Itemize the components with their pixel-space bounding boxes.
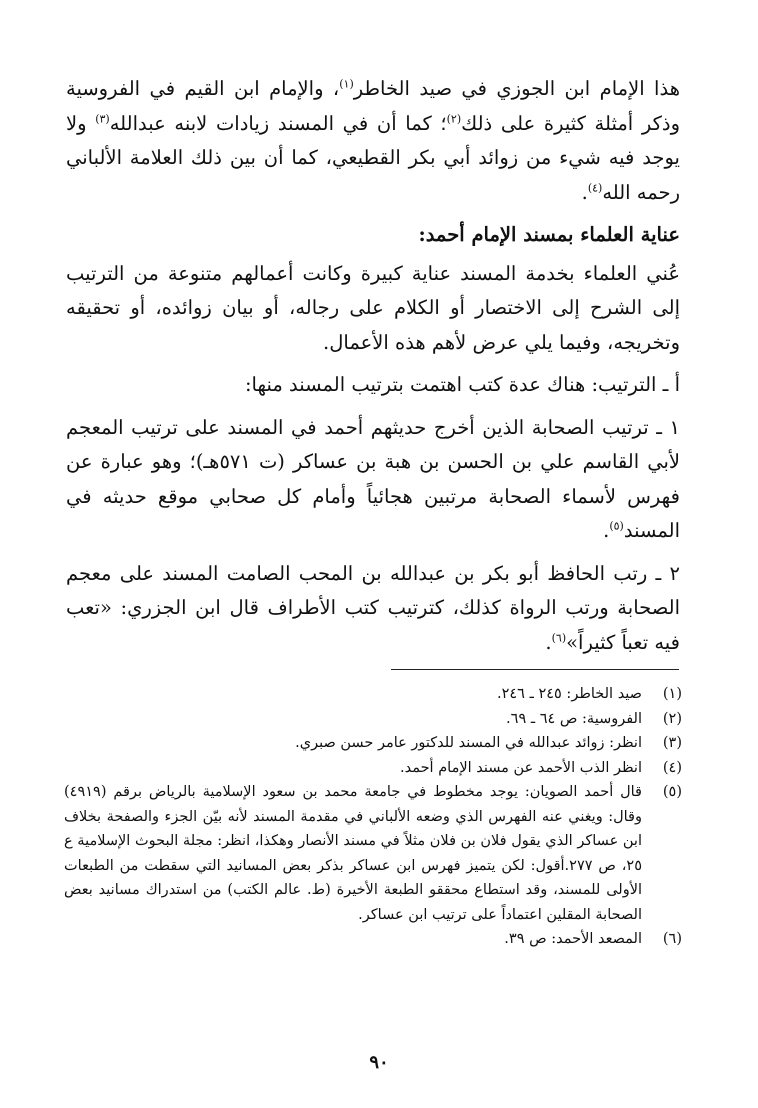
footnote-divider [391,669,679,670]
page-number: ٩٠ [369,1052,389,1073]
paragraph-intro [66,72,680,210]
footnote-ref: (١) [339,77,354,91]
footnote-ref: (٥) [609,519,624,533]
footnote-text: الفروسية: ص ٦٤ ـ ٦٩. [506,710,642,727]
footnote [64,756,682,781]
footnote-number: (٣) [662,735,682,751]
footnote-ref: (٣) [95,112,110,125]
text-run: . [603,519,610,542]
text-run: . [581,180,588,204]
footnote-text: صيد الخاطر: ٢٤٥ ـ ٢٤٦. [497,686,642,702]
footnote-ref: (٤) [587,181,603,194]
footnote [64,682,682,707]
footnote-ref: (٢) [446,112,462,125]
footnote-number: (٤) [662,759,682,776]
paragraph-arrangement: أ ـ الترتيب: هناك عدة كتب اهتمت بترتيب المسند منها: [244,373,680,396]
footnote [64,780,682,927]
footnotes [64,682,682,952]
main-text [66,72,680,660]
paragraph-item-1 [66,411,680,549]
footnote [64,731,682,756]
section-heading: عناية العلماء بمسند الإمام أحمد: [418,223,680,246]
text-run: ١ ـ ترتيب الصحابة الذين أخرج حديثهم أحمد في المسند على ترتيب المعجم لأبي القاسم علي بن الحسن بن هبة بن عساكر (ت ٥٧١هـ)؛ وهو عبارة عن فهرس لأسماء الصحابة مرتبين هجائياً وأمام كل صحابي موقع حديثه في المسند [66,415,681,542]
footnote-ref: (٦) [551,631,567,644]
text-run: ولا يوجد فيه شيء من زوائد أبي بكر القطيعي، كما أن بين ذلك العلامة الألباني رحمه الله [66,111,680,204]
footnote-text: قال أحمد الصويان: يوجد مخطوط في جامعة محمد بن سعود الإسلامية بالرياض برقم (٤٩١٩) وقال: ويغني عنه الفهرس الذي وضعه الألباني في مقدمة المسند لأنه بيّن الجزء والصفحة بخلاف ابن عساكر الذي يقول فلان بن فلان مثلاً في مسند الأنصار وهكذا، انظر: مجلة البحوث الإسلامية ع ٢٥، ص ٢٧٧.أقول: لكن يتميز فهرس ابن عساكر بذكر بعض المسانيد التي سقطت من الطبعات الأولى للمسند، وقد استطاع محققو الطبعة الأخيرة (ط. عالم الكتب) من استدراك مسانيد بعض الصحابة المقلين اعتماداً على ترتيب ابن عساكر. [64,784,642,923]
text-run: ؛ كما أن في المسند زيادات لابنه عبدالله [109,111,447,135]
text-run: هذا الإمام ابن الجوزي في صيد الخاطر [353,77,680,100]
text-run: ٢ ـ رتب الحافظ أبو بكر بن عبدالله بن المحب الصامت المسند على معجم الصحابة ورتب الرواة كذلك، كترتيب كتب الأطراف قال ابن الجزري: «تعب فيه تعباً كثيراً» [66,561,680,654]
footnote-text: انظر: زوائد عبدالله في المسند للدكتور عامر حسن صبري. [295,735,642,751]
paragraph-care: عُني العلماء بخدمة المسند عناية كبيرة وكانت أعمالهم متنوعة من الترتيب إلى الشرح إلى الاختصار أو الكلام على رجاله، أو بيان زوائده، أو تحقيقه وتخريجه، وفيما يلي عرض لأهم هذه الأعمال. [66,261,680,354]
text-run: . [545,630,552,654]
paragraph-item-2 [66,557,680,661]
footnote [64,927,682,952]
text-run: ، والإمام ابن القيم في الفروسية وذكر أمثلة كثيرة على ذلك [66,77,680,135]
footnote-text: انظر الذب الأحمد عن مسند الإمام أحمد. [399,759,642,776]
footnote [64,707,682,732]
footnote-number: (٢) [662,710,682,727]
footnote-number: (١) [662,686,682,702]
footnote-number: (٥) [662,784,682,800]
footnote-number: (٦) [662,931,682,947]
footnote-text: المصعد الأحمد: ص ٣٩. [504,931,642,947]
